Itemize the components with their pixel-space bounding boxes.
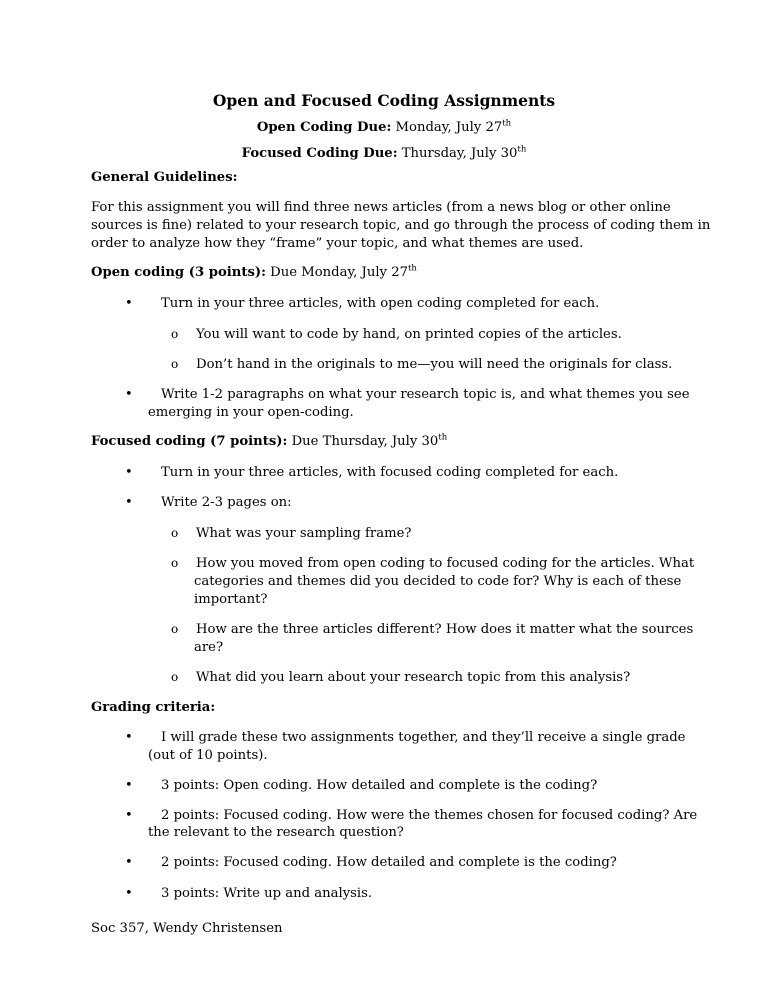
general-guidelines-heading: General Guidelines:	[91, 170, 238, 185]
focused-due-value: Thursday, July 30	[397, 146, 518, 161]
open-due-label: Open Coding Due:	[256, 120, 392, 135]
guidelines-line-3: order to analyze how they “frame” your topic, and what themes are used.	[91, 236, 584, 251]
open-bullet-1: Turn in your three articles, with open coding completed for each.	[161, 296, 600, 311]
focused-coding-due-sup: th	[438, 432, 448, 443]
document-footer: Soc 357, Wendy Christensen	[91, 921, 283, 936]
focused-sub-2-line-2: categories and themes did you decided to code for? Why is each of these	[194, 574, 682, 589]
focused-coding-heading: Focused coding (7 points):	[91, 434, 288, 449]
open-coding-due-line	[0, 119, 768, 136]
open-coding-heading: Open coding (3 points):	[91, 265, 266, 280]
grading-bullet-4: 2 points: Focused coding. How detailed and complete is the coding?	[161, 855, 617, 870]
open-bullet-2-line-2: emerging in your open-coding.	[148, 405, 354, 420]
grading-bullet-1-line-2: (out of 10 points).	[148, 748, 268, 763]
grading-bullet-5: 3 points: Write up and analysis.	[161, 886, 373, 901]
focused-bullet-1: Turn in your three articles, with focused coding completed for each.	[161, 465, 619, 480]
bullet-marker: •	[125, 808, 133, 823]
open-coding-due: Due Monday, July 27	[265, 265, 408, 280]
focused-coding-due-line	[0, 145, 768, 162]
open-bullet-2-line-1: Write 1-2 paragraphs on what your research topic is, and what themes you see	[161, 387, 690, 402]
sub-bullet-marker: o	[171, 622, 179, 636]
sub-bullet-marker: o	[171, 327, 179, 341]
bullet-marker: •	[125, 296, 133, 311]
open-due-sup: th	[502, 118, 512, 129]
bullet-marker: •	[125, 387, 133, 402]
bullet-marker: •	[125, 495, 133, 510]
focused-sub-2-line-3: important?	[194, 592, 268, 607]
bullet-marker: •	[125, 855, 133, 870]
focused-coding-heading-line	[91, 433, 447, 450]
focused-coding-due: Due Thursday, July 30	[287, 434, 439, 449]
focused-due-sup: th	[517, 144, 527, 155]
open-sub-2: Don’t hand in the originals to me—you will need the originals for class.	[196, 357, 673, 372]
focused-sub-1: What was your sampling frame?	[196, 526, 412, 541]
grading-bullet-1-line-1: I will grade these two assignments together, and they’ll receive a single grade	[161, 730, 686, 745]
guidelines-line-1: For this assignment you will find three news articles (from a news blog or other online	[91, 200, 671, 215]
bullet-marker: •	[125, 778, 133, 793]
focused-sub-2-line-1: How you moved from open coding to focused coding for the articles. What	[196, 556, 695, 571]
focused-sub-3-line-1: How are the three articles different? How does it matter what the sources	[196, 622, 694, 637]
bullet-marker: •	[125, 730, 133, 745]
focused-sub-4: What did you learn about your research topic from this analysis?	[196, 670, 631, 685]
sub-bullet-marker: o	[171, 357, 179, 371]
grading-bullet-3-line-2: the relevant to the research question?	[148, 825, 404, 840]
document-title: Open and Focused Coding Assignments	[212, 91, 556, 110]
focused-bullet-2: Write 2-3 pages on:	[161, 495, 292, 510]
grading-bullet-2: 3 points: Open coding. How detailed and complete is the coding?	[161, 778, 598, 793]
open-coding-due-sup: th	[407, 263, 417, 274]
sub-bullet-marker: o	[171, 556, 179, 570]
focused-sub-3-line-2: are?	[194, 640, 224, 655]
bullet-marker: •	[125, 886, 133, 901]
grading-bullet-3-line-1: 2 points: Focused coding. How were the themes chosen for focused coding? Are	[161, 808, 698, 823]
sub-bullet-marker: o	[171, 670, 179, 684]
guidelines-line-2: sources is fine) related to your research topic, and go through the process of coding them in	[91, 218, 711, 233]
grading-criteria-heading: Grading criteria:	[91, 700, 216, 715]
sub-bullet-marker: o	[171, 526, 179, 540]
open-coding-heading-line	[91, 264, 417, 281]
focused-due-label: Focused Coding Due:	[241, 146, 398, 161]
open-due-value: Monday, July 27	[391, 120, 503, 135]
bullet-marker: •	[125, 465, 133, 480]
open-sub-1: You will want to code by hand, on printed copies of the articles.	[196, 327, 622, 342]
